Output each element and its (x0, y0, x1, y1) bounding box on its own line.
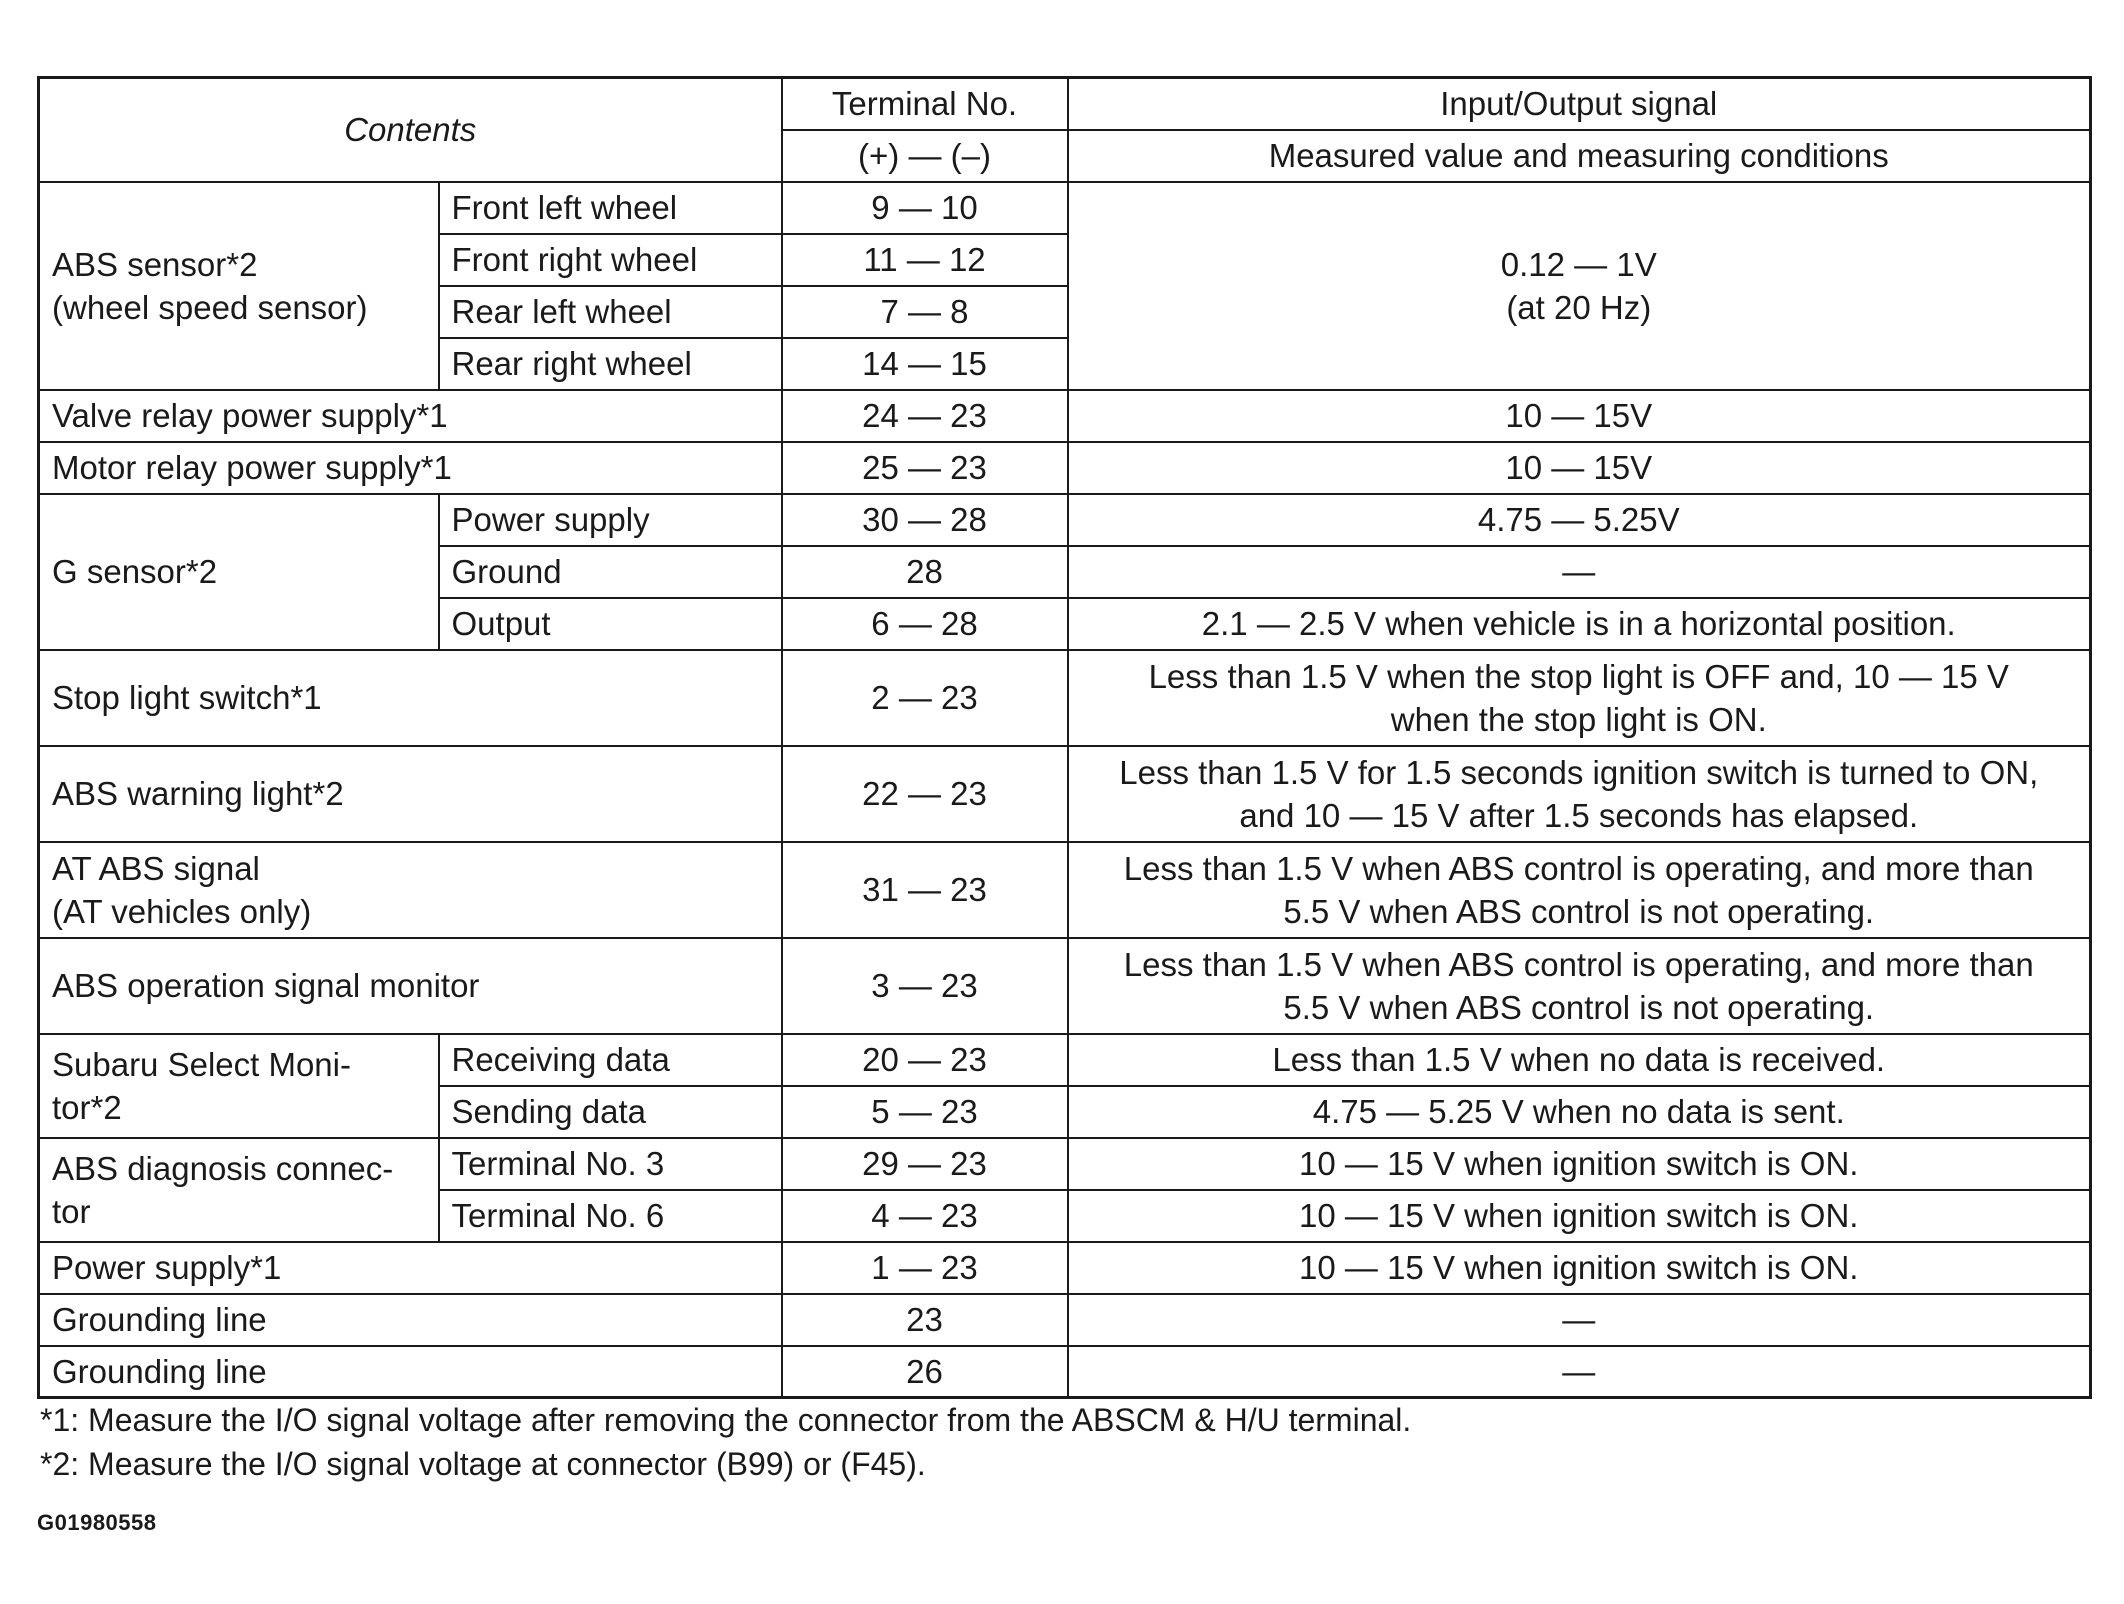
item-label: Power supply*1 (39, 1242, 782, 1294)
footnote-2: *2: Measure the I/O signal voltage at connector (B99) or (F45). (40, 1446, 926, 1482)
terminal-value: 3 — 23 (782, 938, 1068, 1034)
item-label: Motor relay power supply*1 (39, 442, 782, 494)
signal-value: 10 — 15 V when ignition switch is ON. (1068, 1138, 2091, 1190)
abs-sensor-signal: 0.12 — 1V (at 20 Hz) (1068, 182, 2091, 390)
terminal-value: 24 — 23 (782, 390, 1068, 442)
terminal-value: 20 — 23 (782, 1034, 1068, 1086)
signal-value: Less than 1.5 V when no data is received. (1068, 1034, 2091, 1086)
table-row (39, 746, 2091, 842)
signal-value: 10 — 15V (1068, 442, 2091, 494)
table-row (39, 938, 2091, 1034)
terminal-value: 28 (782, 546, 1068, 598)
signal-value: — (1068, 546, 2091, 598)
diag-connector-label: ABS diagnosis connec- tor (39, 1138, 439, 1242)
signal-value: Less than 1.5 V when ABS control is operating, and more than 5.5 V when ABS control is not operating. (1068, 938, 2091, 1034)
terminal-value: 4 — 23 (782, 1190, 1068, 1242)
table-row (39, 1346, 2091, 1398)
sub-item: Output (439, 598, 782, 650)
signal-value: 10 — 15 V when ignition switch is ON. (1068, 1242, 2091, 1294)
table-row (39, 390, 2091, 442)
signal-value: Less than 1.5 V when the stop light is OFF and, 10 — 15 V when the stop light is ON. (1068, 650, 2091, 746)
item-label: Grounding line (39, 1346, 782, 1398)
item-label: Valve relay power supply*1 (39, 390, 782, 442)
item-label: ABS warning light*2 (39, 746, 782, 842)
table-row (39, 442, 2091, 494)
sub-item: Power supply (439, 494, 782, 546)
item-label: AT ABS signal (AT vehicles only) (39, 842, 782, 938)
terminal-value: 14 — 15 (782, 338, 1068, 390)
terminal-header: Terminal No. (782, 78, 1068, 130)
sub-item: Terminal No. 6 (439, 1190, 782, 1242)
io-signal-header: Input/Output signal (1068, 78, 2091, 130)
contents-header: Contents (39, 78, 782, 182)
table-row (39, 1242, 2091, 1294)
sub-item: Front left wheel (439, 182, 782, 234)
signal-value: 10 — 15V (1068, 390, 2091, 442)
abs-sensor-label: ABS sensor*2 (wheel speed sensor) (39, 182, 439, 390)
signal-value: 10 — 15 V when ignition switch is ON. (1068, 1190, 2091, 1242)
terminal-value: 6 — 28 (782, 598, 1068, 650)
footnotes (40, 1398, 2100, 1486)
sub-item: Terminal No. 3 (439, 1138, 782, 1190)
item-label: ABS operation signal monitor (39, 938, 782, 1034)
signal-value: Less than 1.5 V for 1.5 seconds ignition switch is turned to ON, and 10 — 15 V after 1.5 seconds has elapsed. (1068, 746, 2091, 842)
figure-id: G01980558 (37, 1510, 157, 1535)
table-row (39, 1294, 2091, 1346)
terminal-value: 31 — 23 (782, 842, 1068, 938)
g-sensor-label: G sensor*2 (39, 494, 439, 650)
signal-value: 2.1 — 2.5 V when vehicle is in a horizontal position. (1068, 598, 2091, 650)
item-label: Stop light switch*1 (39, 650, 782, 746)
terminal-value: 30 — 28 (782, 494, 1068, 546)
sub-item: Sending data (439, 1086, 782, 1138)
sub-item: Ground (439, 546, 782, 598)
terminal-value: 23 (782, 1294, 1068, 1346)
header-row (39, 78, 2091, 130)
table-row (39, 1034, 2091, 1086)
signal-value: Less than 1.5 V when ABS control is operating, and more than 5.5 V when ABS control is not operating. (1068, 842, 2091, 938)
signal-value: — (1068, 1294, 2091, 1346)
measured-value-header: Measured value and measuring conditions (1068, 130, 2091, 182)
subaru-monitor-label: Subaru Select Moni- tor*2 (39, 1034, 439, 1138)
terminal-value: 26 (782, 1346, 1068, 1398)
item-label: Grounding line (39, 1294, 782, 1346)
terminal-polarity-header: (+) — (–) (782, 130, 1068, 182)
sub-item: Front right wheel (439, 234, 782, 286)
terminal-value: 1 — 23 (782, 1242, 1068, 1294)
footnote-1: *1: Measure the I/O signal voltage after removing the connector from the ABSCM & H/U terminal. (40, 1402, 1412, 1438)
sub-item: Receiving data (439, 1034, 782, 1086)
terminal-value: 9 — 10 (782, 182, 1068, 234)
table-row (39, 494, 2091, 546)
terminal-value: 7 — 8 (782, 286, 1068, 338)
terminal-value: 25 — 23 (782, 442, 1068, 494)
terminal-value: 11 — 12 (782, 234, 1068, 286)
terminal-value: 29 — 23 (782, 1138, 1068, 1190)
table-row (39, 1138, 2091, 1190)
signal-value: 4.75 — 5.25 V when no data is sent. (1068, 1086, 2091, 1138)
terminal-value: 22 — 23 (782, 746, 1068, 842)
terminal-value: 2 — 23 (782, 650, 1068, 746)
table-row (39, 842, 2091, 938)
table-row (39, 650, 2091, 746)
sub-item: Rear left wheel (439, 286, 782, 338)
signal-value: 4.75 — 5.25V (1068, 494, 2091, 546)
terminal-value: 5 — 23 (782, 1086, 1068, 1138)
table-row (39, 182, 2091, 234)
signal-value: — (1068, 1346, 2091, 1398)
io-signal-table (37, 76, 2092, 1399)
sub-item: Rear right wheel (439, 338, 782, 390)
